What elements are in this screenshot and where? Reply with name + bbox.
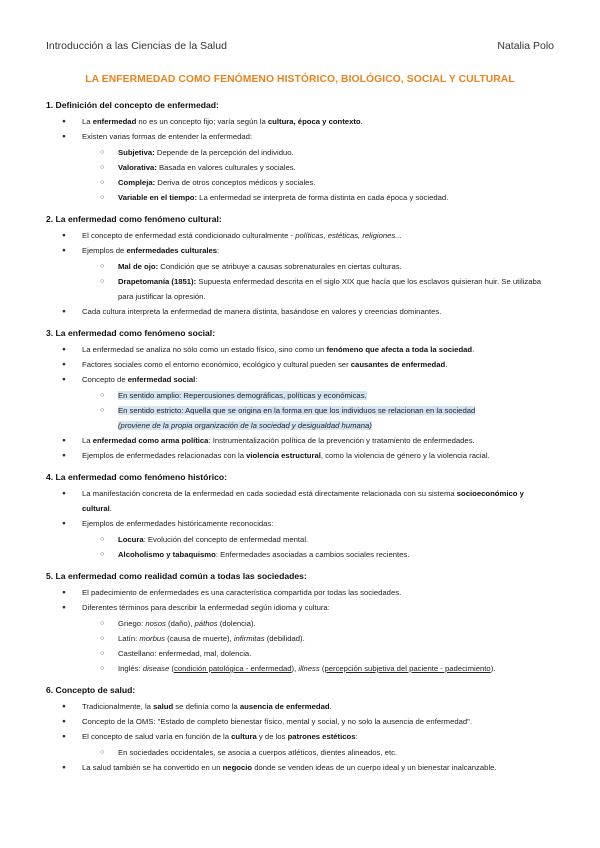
list-item: ● Tradicionalmente, la salud se definía como la ausencia de enfermedad. <box>46 699 554 714</box>
list-item: ● Existen varias formas de entender la enfermedad: ○ Subjetiva: Depende de la percepción del individuo. ○ Valorativa: Basada en valores culturales y sociales. ○ Compleja: Deriva de otros conceptos médicos y sociales. ○ Variable en el tiempo: La enfermedad se interpreta de forma distinta en cada época y sociedad. <box>46 129 554 205</box>
page-header <box>46 40 554 52</box>
document-title: LA ENFERMEDAD COMO FENÓMENO HISTÓRICO, BIOLÓGICO, SOCIAL Y CULTURAL <box>85 74 515 85</box>
bullet-list <box>46 228 554 319</box>
section-heading: 3. La enfermedad como fenómeno social: <box>46 328 216 338</box>
sub-item <box>82 403 554 433</box>
header-course: Introducción a las Ciencias de la Salud <box>46 40 227 52</box>
list-item: ● La enfermedad no es un concepto fijo; varía según la cultura, época y contexto. <box>46 114 554 129</box>
sub-item: ○ Drapetomanía (1851): Supuesta enfermedad descrita en el siglo XIX que hacía que los esclavos quisieran huir. Se utilizaba para justificar la opresión. <box>82 274 554 304</box>
sub-item: ○ Valorativa: Basada en valores culturales y sociales. <box>82 160 554 175</box>
section-1 <box>46 100 554 205</box>
bullet-list <box>46 699 554 775</box>
sub-item: ○ En sociedades occidentales, se asocia a cuerpos atléticos, dientes alineados, etc. <box>82 745 554 760</box>
list-item: ● Concepto de enfermedad social: ○ En sentido amplio: Repercusiones demográficas, políticas y económicas. ○ En sentido estricto: Aquella que se origina en la forma en que los individuos se relacionan en la sociedad (proviene de la propia organización de la sociedad y desigualdad humana) <box>46 372 554 433</box>
section-6 <box>46 685 554 775</box>
sub-item: ○ Variable en el tiempo: La enfermedad se interpreta de forma distinta en cada época y sociedad. <box>82 190 554 205</box>
list-item: ● Concepto de la OMS: "Estado de completo bienestar físico, mental y social, y no solo la ausencia de enfermedad". <box>46 714 554 729</box>
highlighted-text: En sentido amplio: Repercusiones demográficas, políticas y económicas. <box>118 391 367 400</box>
section-2 <box>46 214 554 319</box>
sub-list <box>82 532 554 562</box>
sub-item: ○ Inglés: disease (condición patológica - enfermedad), illness (percepción subjetiva del paciente - padecimiento). <box>82 661 554 676</box>
list-item: ● El concepto de salud varía en función de la cultura y de los patrones estéticos: ○ En sociedades occidentales, se asocia a cuerpos atléticos, dientes alineados, etc. <box>46 729 554 760</box>
section-4 <box>46 472 554 562</box>
list-item: ● La manifestación concreta de la enfermedad en cada sociedad está directamente relacionada con su sistema socioeconómico y cultural. <box>46 486 554 516</box>
bullet-list <box>46 342 554 463</box>
header-author: Natalia Polo <box>497 40 554 52</box>
list-item: ● Ejemplos de enfermedades históricamente reconocidas: ○ Locura: Evolución del concepto de enfermedad mental. ○ Alcoholismo y tabaquismo: Enfermedades asociadas a cambios sociales recientes. <box>46 516 554 562</box>
bullet-list <box>46 114 554 205</box>
section-heading: 5. La enfermedad como realidad común a todas las sociedades: <box>46 571 307 581</box>
section-heading: 4. La enfermedad como fenómeno histórico: <box>46 472 227 482</box>
list-item: ● Ejemplos de enfermedades culturales: ○ Mal de ojo: Condición que se atribuye a causas sobrenaturales en ciertas culturas. ○ Drapetomanía (1851): Supuesta enfermedad descrita en el siglo XIX que hacía que los esclavos quisieran huir. Se utilizaba para justificar la opresión. <box>46 243 554 304</box>
bullet-list <box>46 486 554 562</box>
section-heading: 6. Concepto de salud: <box>46 685 136 695</box>
section-heading: 1. Definición del concepto de enfermedad: <box>46 100 219 110</box>
sub-list <box>82 745 554 760</box>
list-item: ● El concepto de enfermedad está condicionado culturalmente - políticas, estéticas, religiones... <box>46 228 554 243</box>
sub-item: ○ Compleja: Deriva de otros conceptos médicos y sociales. <box>82 175 554 190</box>
sub-item: ○ Mal de ojo: Condición que se atribuye a causas sobrenaturales en ciertas culturas. <box>82 259 554 274</box>
sub-item: ○ Locura: Evolución del concepto de enfermedad mental. <box>82 532 554 547</box>
sub-list <box>82 388 554 433</box>
list-item: ● Cada cultura interpreta la enfermedad de manera distinta, basándose en valores y creencias dominantes. <box>46 304 554 319</box>
list-item: ● La salud también se ha convertido en un negocio donde se venden ideas de un cuerpo ideal y un bienestar inalcanzable. <box>46 760 554 775</box>
sub-item: ○ Griego: nosos (daño), páthos (dolencia). <box>82 616 554 631</box>
list-item: ● Diferentes términos para describir la enfermedad según idioma y cultura: ○ Griego: nosos (daño), páthos (dolencia). ○ Latín: morbus (causa de muerte), infirmitas (debilidad). ○ Castellano: enfermedad, mal, dolencia. ○ Inglés: disease (condición patológica - enfermedad), illness (percepción subjetiva del paciente - padecimiento). <box>46 600 554 676</box>
sub-list <box>82 616 554 676</box>
highlighted-text: (proviene de la propia organización de la sociedad y desigualdad humana) <box>118 421 372 430</box>
sub-list <box>82 259 554 304</box>
bullet-list <box>46 585 554 676</box>
sub-item: ○ Latín: morbus (causa de muerte), infirmitas (debilidad). <box>82 631 554 646</box>
list-item: ● La enfermedad se analiza no sólo como un estado físico, sino como un fenómeno que afecta a toda la sociedad. <box>46 342 554 357</box>
list-item: ● La enfermedad como arma política: Instrumentalización política de la prevención y tratamiento de enfermedades. <box>46 433 554 448</box>
section-heading: 2. La enfermedad como fenómeno cultural: <box>46 214 222 224</box>
list-item: ● El padecimiento de enfermedades es una característica compartida por todas las sociedades. <box>46 585 554 600</box>
list-item: ● Factores sociales como el entorno económico, ecológico y cultural pueden ser causantes de enfermedad. <box>46 357 554 372</box>
sub-list <box>82 145 554 205</box>
sub-item: ○ Subjetiva: Depende de la percepción del individuo. <box>82 145 554 160</box>
sub-item: ○ Alcoholismo y tabaquismo: Enfermedades asociadas a cambios sociales recientes. <box>82 547 554 562</box>
list-item: ● Ejemplos de enfermedades relacionadas con la violencia estructural, como la violencia de género y la violencia racial. <box>46 448 554 463</box>
highlighted-text: En sentido estricto: Aquella que se origina en la forma en que los individuos se relacionan en la sociedad <box>118 406 476 415</box>
sub-item: ○ Castellano: enfermedad, mal, dolencia. <box>82 646 554 661</box>
sub-item <box>82 388 554 403</box>
section-5 <box>46 571 554 676</box>
section-3 <box>46 328 554 463</box>
